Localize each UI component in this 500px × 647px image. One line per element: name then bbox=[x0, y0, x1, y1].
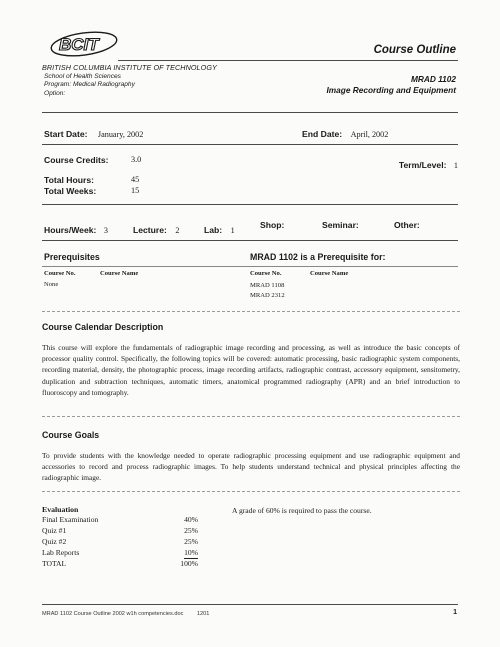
program-name: Program: Medical Radiography bbox=[44, 81, 135, 89]
hours-week: Hours/Week: 3 bbox=[44, 225, 108, 235]
divider bbox=[42, 112, 458, 113]
goals-description: To provide students with the knowledge needed to operate radiographic processing equipment and use radiographic equipment and accessories to record and process radiographic images. To help students understand technical and physical principles affecting the radiographic image. bbox=[42, 451, 460, 483]
calendar-description: This course will explore the fundamentals of radiographic image recording and processing, as well as introduce the basic concepts of processor quality control. Specifically, the following topics will be covered: automatic processing, basic radiographic system components, recording material, density, the photographic process, image recording artifacts, radiographic contrast, accessory equipment, sensitometry, duplication and subtraction techniques, automatic timers, anatomical programmed radiography (APR) and an brief introduction to fluoroscopy and tomography. bbox=[42, 343, 460, 397]
prereq-for-item: MRAD 1108 bbox=[250, 282, 285, 289]
col-course-no: Course No. bbox=[44, 270, 76, 277]
course-name: Image Recording and Equipment bbox=[326, 85, 456, 95]
total-hours-value: 45 bbox=[131, 175, 140, 184]
col-course-name: Course Name bbox=[100, 270, 139, 277]
svg-text:BCIT: BCIT bbox=[59, 35, 99, 54]
lecture-hours: Lecture: 2 bbox=[133, 225, 180, 235]
course-code: MRAD 1102 bbox=[410, 74, 456, 84]
prereq-item: None bbox=[44, 281, 59, 288]
divider bbox=[42, 240, 458, 241]
school-info bbox=[44, 73, 135, 98]
evaluation-row: Quiz #1 25% bbox=[42, 526, 198, 535]
total-weeks-label: Total Weeks: bbox=[44, 186, 97, 196]
evaluation-row: Lab Reports 10% bbox=[42, 548, 198, 557]
doc-title: Course Outline bbox=[373, 44, 456, 56]
credits-label: Course Credits: bbox=[44, 155, 109, 165]
other-label: Other: bbox=[394, 220, 420, 230]
evaluation-row: Final Examination 40% bbox=[42, 515, 198, 524]
institute-name: BRITISH COLUMBIA INSTITUTE OF TECHNOLOGY bbox=[42, 63, 217, 72]
calendar-title: Course Calendar Description bbox=[42, 322, 164, 332]
school-name: School of Health Sciences bbox=[44, 73, 121, 80]
divider bbox=[42, 416, 460, 417]
evaluation-total-row: TOTAL 100% bbox=[42, 559, 198, 568]
prerequisites-title: Prerequisites bbox=[44, 252, 100, 262]
evaluation-title: Evaluation bbox=[42, 505, 79, 514]
passing-grade-note: A grade of 60% is required to pass the course. bbox=[232, 506, 372, 515]
divider bbox=[42, 266, 458, 267]
term-level: Term/Level: 1 bbox=[398, 160, 458, 170]
col-course-no: Course No. bbox=[250, 270, 282, 277]
credits-value: 3.0 bbox=[131, 155, 142, 164]
total-weeks-value: 15 bbox=[131, 186, 140, 195]
course-header bbox=[326, 74, 456, 96]
footer-rule bbox=[42, 604, 458, 605]
goals-title: Course Goals bbox=[42, 430, 100, 440]
col-course-name: Course Name bbox=[310, 270, 349, 277]
end-date: End Date: April, 2002 bbox=[302, 129, 389, 139]
evaluation-table bbox=[42, 515, 198, 570]
prereq-for-list bbox=[250, 281, 285, 301]
total-hours-label: Total Hours: bbox=[44, 175, 94, 185]
prerequisite-for-title: MRAD 1102 is a Prerequisite for: bbox=[250, 252, 386, 262]
divider bbox=[42, 491, 460, 492]
divider bbox=[42, 204, 458, 205]
shop-label: Shop: bbox=[260, 220, 285, 230]
option-label: Option: bbox=[44, 89, 66, 97]
footer-file: MRAD 1102 Course Outline 2002 w1h competencies.doc 1201 bbox=[42, 611, 210, 617]
prereq-for-item: MRAD 2312 bbox=[250, 292, 285, 299]
page-number: 1 bbox=[453, 609, 457, 616]
lab-hours: Lab: 1 bbox=[204, 225, 235, 235]
divider bbox=[42, 311, 460, 312]
header-rule bbox=[118, 60, 458, 61]
start-date: Start Date: January, 2002 bbox=[44, 129, 144, 139]
evaluation-row: Quiz #2 25% bbox=[42, 537, 198, 546]
divider bbox=[42, 144, 458, 145]
bcit-logo bbox=[46, 26, 122, 60]
seminar-label: Seminar: bbox=[322, 220, 359, 230]
